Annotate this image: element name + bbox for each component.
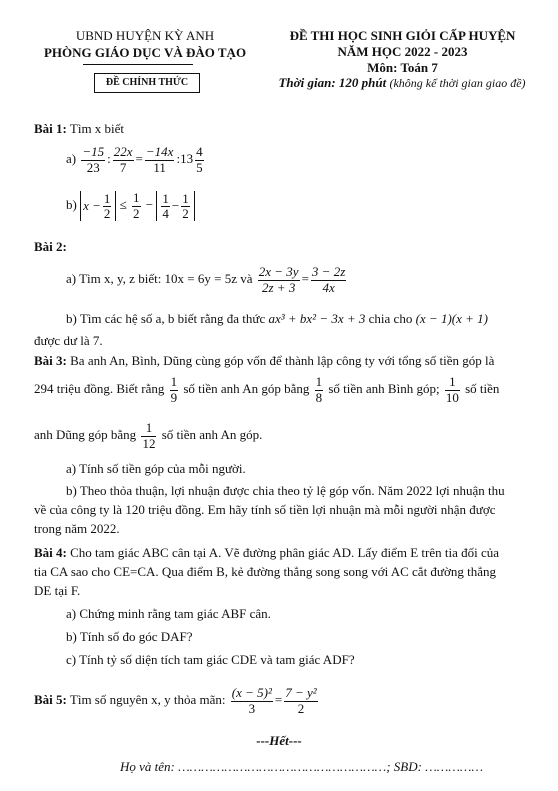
bai2-a: a) Tìm x, y, z biết: 10x = 6y = 5z và $\frac{2x - 3y}{2z + 3}$ = $\frac{3 - 2z}{4x}$ bbox=[66, 264, 346, 295]
bai1-a: a) $\frac{-15}{23}$ : $\frac{22x}{7}$ = $\frac{-14x}{11}$ :13 $\frac{4}{5}$ bbox=[66, 144, 203, 175]
bai4-line2: tia CA sao cho CE=CA. Qua điểm B, kẻ đường thẳng song song với AC cắt đường thẳng bbox=[34, 564, 496, 579]
bai1-b-frac2: $\frac{1}{2}$ bbox=[133, 190, 140, 221]
subject: Môn: Toán 7 bbox=[367, 60, 438, 75]
bai1-b-label: b) bbox=[66, 197, 77, 212]
bai1-a-label: a) bbox=[66, 151, 77, 166]
bai1-b-abs1: x − $\frac{1}{2}$ bbox=[80, 191, 116, 222]
bai1-b bbox=[66, 190, 558, 221]
bai3-title: Bài 3: bbox=[34, 353, 67, 368]
bai5: Bài 5: Tìm số nguyên x, y thỏa mãn: $\frac{\text{(x − 5)²}}{3}$ = $\frac{\text{7 − y²}}{2}$ bbox=[34, 685, 317, 716]
bai4-line1: Bài 4: Cho tam giác ABC cân tại A. Vẽ đường phân giác AD. Lấy điểm E trên tia đối của bbox=[34, 545, 499, 560]
bai2-b-text: b) Tìm các hệ số a, b biết rằng đa thức bbox=[66, 311, 266, 326]
bai1-b-le: ≤ bbox=[119, 197, 127, 212]
bai3-qb2: về của công ty là 120 triệu đồng. Em hãy tính số tiền lợi nhuận mà mỗi người nhận được bbox=[34, 502, 496, 517]
bai1-a-mixed-whole: 13 bbox=[180, 151, 194, 166]
bai2-a-text: a) Tìm x, y, z biết: 10x = 6y = 5z và bbox=[66, 271, 253, 286]
name-label: Họ và tên: bbox=[120, 759, 175, 774]
sbd-dots: …………… bbox=[425, 759, 483, 774]
bai5-text: Tìm số nguyên x, y thỏa mãn: bbox=[69, 692, 226, 707]
time-limit-note: (không kể thời gian giao đề) bbox=[389, 76, 526, 90]
bai3-line1: Bài 3: Ba anh An, Bình, Dũng cùng góp vốn để thành lập công ty với tổng số tiền góp là bbox=[34, 353, 495, 368]
bai1-b-minus: − bbox=[145, 197, 154, 212]
time-limit-main: Thời gian: 120 phút bbox=[278, 75, 387, 90]
bai1-title: Bài 1: bbox=[34, 121, 67, 136]
bai3-qb3: trong năm 2022. bbox=[34, 521, 120, 536]
candidate-info bbox=[120, 759, 540, 775]
bai3-line2: 294 triệu đồng. Biết rằng $\frac{1}{9}$ số tiền anh An góp bằng $\frac{1}{8}$ số tiền anh Bình góp; $\frac{1}{10}$ số tiền bbox=[34, 374, 500, 405]
bai3-frac1: $\frac{1}{9}$ bbox=[170, 374, 178, 405]
bai2-b-mid: chia cho bbox=[368, 311, 413, 326]
bai4-qa: a) Chứng minh rằng tam giác ABF cân. bbox=[66, 606, 271, 621]
school-year: NĂM HỌC 2022 - 2023 bbox=[337, 44, 468, 59]
bai2-a-frac2: $\frac{3 - 2z}{4x}$ bbox=[311, 264, 346, 295]
bai1-text: Tìm x biết bbox=[69, 121, 125, 136]
bai4-qb: b) Tính số đo góc DAF? bbox=[66, 629, 193, 644]
sbd-label: ; SBD: bbox=[386, 759, 422, 774]
bai2-b bbox=[66, 308, 526, 330]
bai1-a-frac1: $\frac{-15}{23}$ bbox=[82, 144, 105, 175]
bai3-line3: anh Dũng góp bằng $\frac{1}{12}$ số tiền anh An góp. bbox=[34, 420, 263, 451]
bai1-a-frac2: $\frac{22x}{7}$ bbox=[113, 144, 133, 175]
header-left-line1: UBND HUYỆN KỲ ANH bbox=[75, 28, 215, 43]
bai5-title: Bài 5: bbox=[34, 692, 67, 707]
bai1-heading bbox=[34, 120, 526, 137]
bai5-frac1: $\frac{\text{(x − 5)²}}{3}$ bbox=[231, 685, 272, 716]
bai4-line3: DE tại F. bbox=[34, 583, 81, 598]
bai2-title: Bài 2: bbox=[34, 239, 67, 254]
bai3-frac3: $\frac{1}{10}$ bbox=[445, 374, 459, 405]
bai1-a-frac3: $\frac{-14x}{11}$ bbox=[145, 144, 174, 175]
name-dots: ……………………………………………… bbox=[178, 759, 387, 774]
bai3-frac2: $\frac{1}{8}$ bbox=[315, 374, 323, 405]
official-stamp-text: ĐỀ CHÍNH THỨC bbox=[105, 77, 189, 88]
bai2-b-cont: được dư là 7. bbox=[34, 333, 103, 348]
bai3-qb1: b) Theo thỏa thuận, lợi nhuận được chia theo tỷ lệ góp vốn. Năm 2022 lợi nhuận thu bbox=[66, 483, 505, 498]
time-limit bbox=[262, 75, 542, 91]
header-left-line2: PHÒNG GIÁO DỤC VÀ ĐÀO TẠO bbox=[43, 45, 247, 60]
official-stamp-box bbox=[94, 73, 200, 93]
bai2-b-div: (x − 1)(x + 1) bbox=[415, 311, 488, 326]
bai3-qa: a) Tính số tiền góp của mỗi người. bbox=[66, 461, 246, 476]
bai1-b-abs2: $\frac{1}{4}$ − $\frac{1}{2}$ bbox=[156, 191, 194, 222]
bai2-b-poly: ax³ + bx² − 3x + 3 bbox=[268, 311, 366, 326]
bai3-frac4: $\frac{1}{12}$ bbox=[142, 420, 156, 451]
bai4-qc: c) Tính tỷ số diện tích tam giác CDE và tam giác ADF? bbox=[66, 652, 355, 667]
exam-title: ĐỀ THI HỌC SINH GIỎI CẤP HUYỆN bbox=[289, 28, 516, 43]
bai4-title: Bài 4: bbox=[34, 545, 67, 560]
bai2-a-frac1: $\frac{2x - 3y}{2z + 3}$ bbox=[258, 264, 299, 295]
bai1-a-mixed-frac: $\frac{4}{5}$ bbox=[196, 144, 203, 175]
bai5-frac2: $\frac{\text{7 − y²}}{2}$ bbox=[285, 685, 317, 716]
end-marker: ---Hết--- bbox=[256, 733, 302, 748]
